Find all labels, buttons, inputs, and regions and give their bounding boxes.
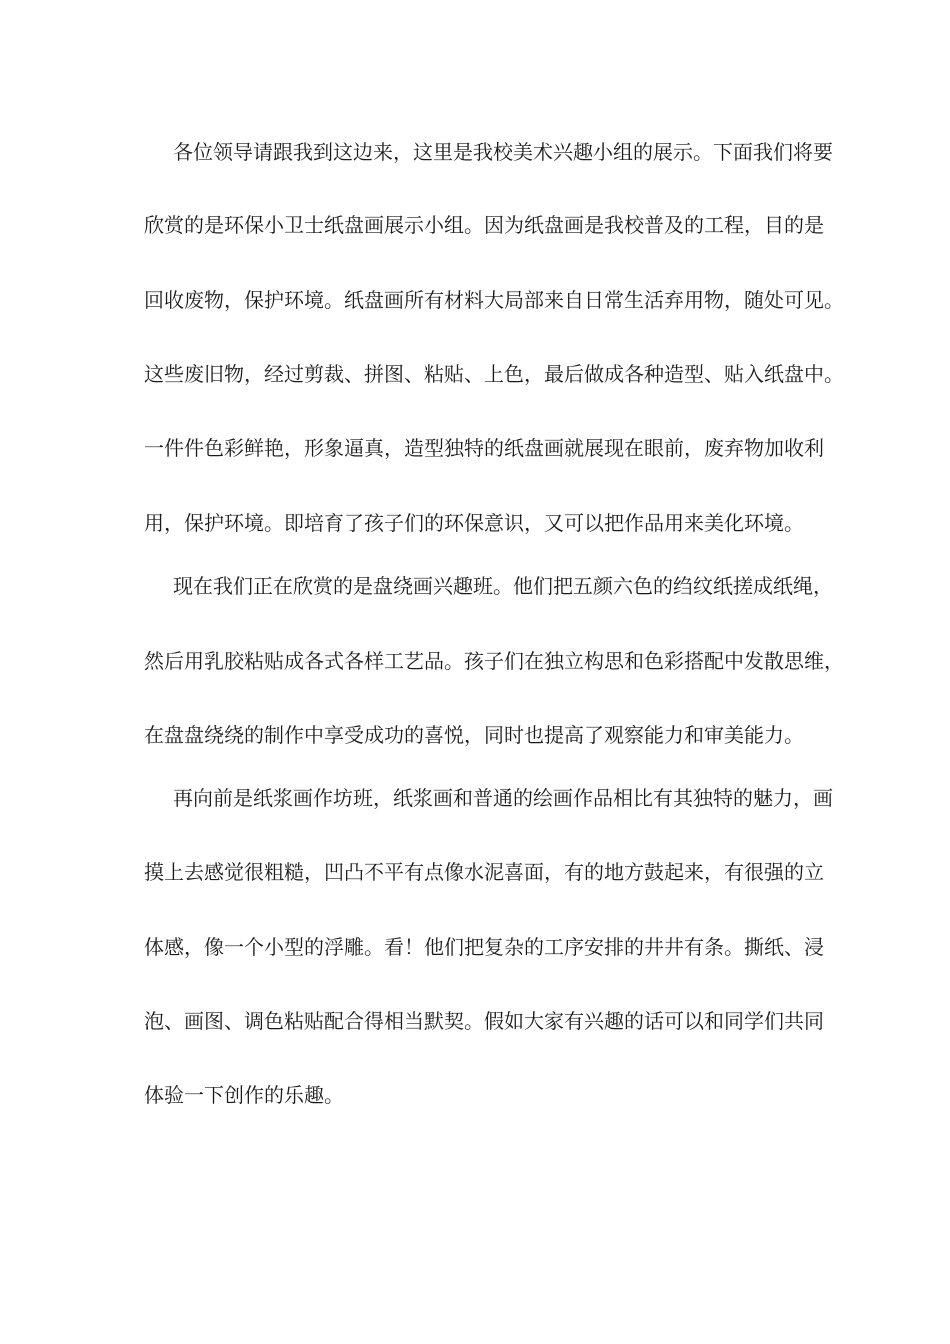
paragraph-3-line-3: 体感，像一个小型的浮雕。看！他们把复杂的工序安排的井井有条。撕纸、浸 <box>144 935 824 959</box>
paragraph-1-line-6: 用，保护环境。即培育了孩子们的环保意识，又可以把作品用来美化环境。 <box>144 511 804 535</box>
paragraph-3-line-4: 泡、画图、调色粘贴配合得相当默契。假如大家有兴趣的话可以和同学们共同 <box>144 1009 824 1033</box>
paragraph-1-line-3: 回收废物，保护环境。纸盘画所有材料大局部来自日常生活弃用物，随处可见。 <box>144 288 844 312</box>
paragraph-1-line-4: 这些废旧物，经过剪裁、拼图、粘贴、上色，最后做成各种造型、贴入纸盘中。 <box>144 362 844 386</box>
paragraph-2-line-3: 在盘盘绕绕的制作中享受成功的喜悦，同时也提高了观察能力和审美能力。 <box>144 723 804 747</box>
paragraph-2-line-2: 然后用乳胶粘贴成各式各样工艺品。孩子们在独立构思和色彩搭配中发散思维， <box>144 649 844 673</box>
paragraph-1-line-2: 欣赏的是环保小卫士纸盘画展示小组。因为纸盘画是我校普及的工程，目的是 <box>144 213 824 237</box>
paragraph-3-line-5: 体验一下创作的乐趣。 <box>144 1083 344 1107</box>
paragraph-1-line-5: 一件件色彩鲜艳，形象逼真，造型独特的纸盘画就展现在眼前，废弃物加收利 <box>144 436 824 460</box>
paragraph-3-line-1: 再向前是纸浆画作坊班，纸浆画和普通的绘画作品相比有其独特的魅力，画 <box>173 786 833 810</box>
paragraph-3-line-2: 摸上去感觉很粗糙，凹凸不平有点像水泥喜面，有的地方鼓起来，有很强的立 <box>144 860 824 884</box>
paragraph-2-line-1: 现在我们正在欣赏的是盘绕画兴趣班。他们把五颜六色的绉纹纸搓成纸绳， <box>173 574 833 598</box>
paragraph-1-line-1: 各位领导请跟我到这边来，这里是我校美术兴趣小组的展示。下面我们将要 <box>173 140 833 164</box>
